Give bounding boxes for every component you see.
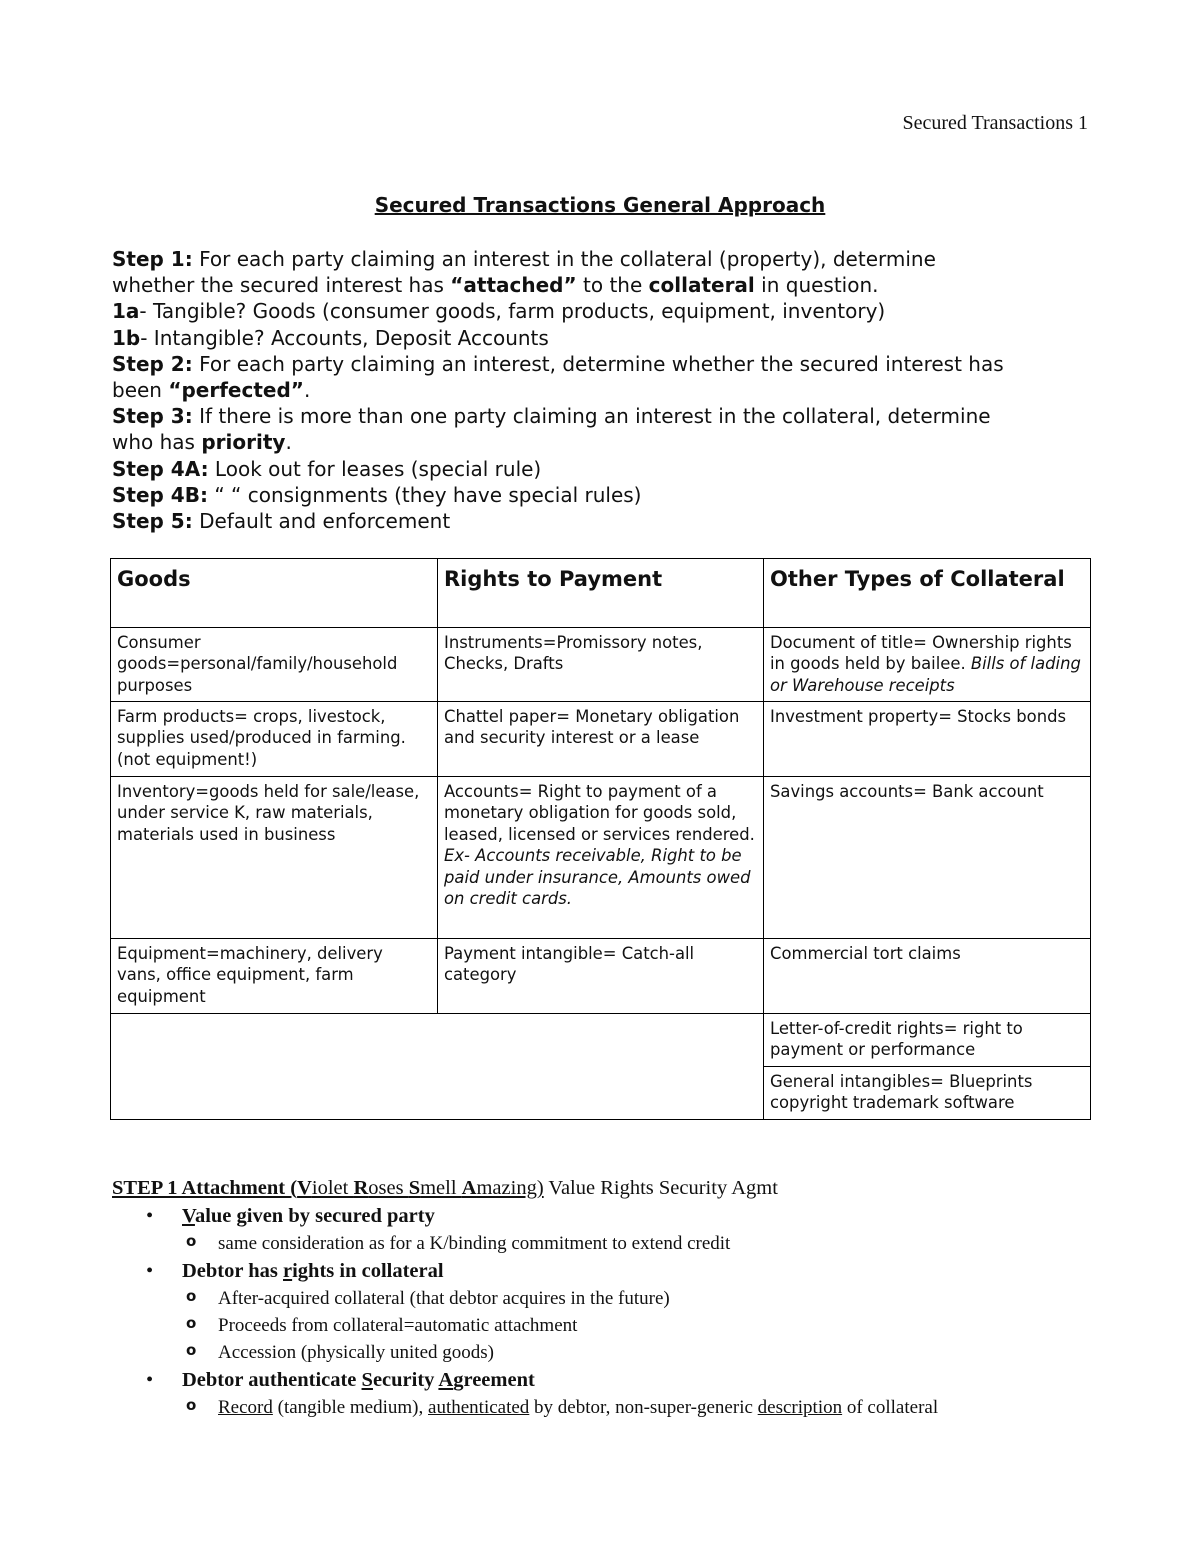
- mnemonic-text: iolet: [311, 1177, 354, 1199]
- header-goods: Goods: [111, 559, 438, 628]
- step-1-text: For each party claiming an interest in the collateral (property), determine: [192, 247, 936, 271]
- step-1-line-2: [112, 272, 1102, 298]
- table-cell: Equipment=machinery, delivery vans, office equipment, farm equipment: [111, 939, 438, 1014]
- table-cell: Savings accounts= Bank account: [764, 777, 1091, 939]
- item-text: Accession (physically united goods): [218, 1342, 494, 1363]
- heading-tail: Value Rights Security Agmt: [543, 1177, 778, 1199]
- table-cell: Instruments=Promissory notes, Checks, Drafts: [438, 628, 764, 702]
- heading-text: STEP 1 Attachment (: [112, 1177, 298, 1199]
- step-1a-text: - Tangible? Goods (consumer goods, farm products, equipment, inventory): [139, 299, 886, 324]
- step-1b: [112, 325, 1102, 351]
- item-text: Debtor has: [182, 1260, 283, 1282]
- item-text: of collateral: [842, 1397, 939, 1418]
- step-1b-text: - Intangible? Accounts, Deposit Accounts: [140, 325, 549, 350]
- sub-list-item: [112, 1312, 1112, 1339]
- collateral-keyword: collateral: [648, 273, 755, 298]
- underlined-letter: r: [283, 1260, 293, 1282]
- sub-list-item: [112, 1394, 1112, 1421]
- mnemonic-underlined: [297, 1177, 544, 1199]
- step-1-text: in question.: [754, 273, 879, 298]
- item-text: Proceeds from collateral=automatic attachment: [218, 1315, 578, 1336]
- step-5-text: Default and enforcement: [192, 509, 451, 534]
- step-4b-label: Step 4B:: [112, 482, 208, 507]
- underlined-word: description: [757, 1397, 843, 1418]
- step-3-text: .: [285, 430, 292, 455]
- table-cell: Farm products= crops, livestock, supplies used/produced in farming. (not equipment!): [111, 702, 438, 777]
- table-row: [111, 702, 1091, 777]
- step-1-line-1: [112, 246, 1102, 272]
- list-item: [112, 1202, 1112, 1230]
- table-cell: [438, 777, 764, 939]
- step-2-label: Step 2:: [112, 351, 193, 376]
- attachment-heading: [112, 1174, 1112, 1202]
- step-4a: [112, 456, 1102, 482]
- underlined-letter: S: [361, 1369, 373, 1391]
- item-text: same consideration as for a K/binding commitment to extend credit: [218, 1233, 731, 1254]
- table-cell: Consumer goods=personal/family/household purposes: [111, 628, 438, 702]
- step-2-line-2: [112, 377, 1102, 403]
- table-header-row: [111, 559, 1091, 628]
- cell-text: Accounts= Right to payment of a monetary obligation for goods sold, leased, licensed or services rendered.: [444, 782, 755, 844]
- header-rights-to-payment: Rights to Payment: [438, 559, 764, 628]
- step-5: [112, 508, 1102, 534]
- steps-list: [112, 246, 1102, 534]
- item-text: greement: [453, 1369, 535, 1391]
- step-1-text: to the: [576, 273, 649, 298]
- table-cell: [764, 628, 1091, 702]
- priority-keyword: priority: [201, 430, 286, 455]
- list-item: [112, 1366, 1112, 1394]
- step-2-text: .: [303, 378, 311, 403]
- attachment-section: [112, 1174, 1112, 1421]
- step-1a-label: 1a: [112, 299, 140, 324]
- table-cell: Commercial tort claims: [764, 939, 1091, 1014]
- underlined-letter: V: [182, 1205, 195, 1227]
- collateral-table: [110, 558, 1091, 1120]
- page-title: Secured Transactions General Approach: [374, 193, 826, 217]
- table-cell: Chattel paper= Monetary obligation and security interest or a lease: [438, 702, 764, 777]
- perfected-keyword: “perfected”: [168, 378, 304, 403]
- underlined-word: authenticated: [428, 1397, 530, 1418]
- item-text: Debtor authenticate: [182, 1369, 362, 1391]
- table-cell: General intangibles= Blueprints copyright trademark software: [764, 1067, 1091, 1120]
- table-row: [111, 777, 1091, 939]
- heading-underlined: [112, 1177, 297, 1199]
- step-2-line-1: [112, 351, 1102, 377]
- mnemonic-letter: V: [297, 1177, 312, 1199]
- table-cell: Investment property= Stocks bonds: [764, 702, 1091, 777]
- item-text: ights in collateral: [292, 1260, 444, 1282]
- step-2-text: For each party claiming an interest, determine whether the secured interest has: [192, 351, 1004, 376]
- step-4a-label: Step 4A:: [112, 456, 209, 481]
- step-3-text: who has: [112, 430, 202, 455]
- item-text: After-acquired collateral (that debtor acquires in the future): [218, 1288, 670, 1309]
- attached-keyword: “attached”: [450, 273, 577, 298]
- sub-list-item: [112, 1230, 1112, 1257]
- table-row: [111, 939, 1091, 1014]
- mnemonic-text: oses: [368, 1177, 409, 1199]
- list-item: [112, 1257, 1112, 1285]
- table-row: [111, 1014, 1091, 1067]
- step-4b-text: “ “ consignments (they have special rules): [207, 482, 642, 507]
- underlined-letter: A: [438, 1369, 454, 1391]
- mnemonic-letter: S: [408, 1177, 421, 1199]
- step-1a: [112, 298, 1102, 324]
- mnemonic-text: mazing): [476, 1177, 544, 1199]
- header-other-collateral: Other Types of Collateral: [764, 559, 1091, 628]
- attachment-requirements: [112, 1202, 1112, 1421]
- item-text: ecurity: [372, 1369, 439, 1391]
- sub-list-item: [112, 1339, 1112, 1366]
- table-cell: Payment intangible= Catch-all category: [438, 939, 764, 1014]
- step-5-label: Step 5:: [112, 509, 193, 534]
- cell-text: Document of title= Ownership rights in goods held by bailee.: [770, 633, 1072, 674]
- mnemonic-letter: R: [353, 1177, 369, 1199]
- mnemonic-letter: A: [461, 1177, 477, 1199]
- step-3-line-2: [112, 429, 1102, 455]
- cell-italic-text: Ex- Accounts receivable, Right to be paid under insurance, Amounts owed on credit cards.: [444, 846, 751, 909]
- empty-merged-cell: [111, 1014, 764, 1120]
- cell-italic-text: Bills of lading or Warehouse receipts: [770, 654, 1081, 695]
- step-3-line-1: [112, 403, 1102, 429]
- step-3-text: If there is more than one party claiming an interest in the collateral, determine: [192, 404, 991, 429]
- item-text: by debtor, non-super-generic: [529, 1397, 758, 1418]
- running-header: Secured Transactions 1: [902, 112, 1088, 134]
- step-4b: [112, 482, 1102, 508]
- step-3-label: Step 3:: [112, 404, 193, 429]
- step-2-text: been: [112, 378, 169, 403]
- item-text: alue given by secured party: [194, 1205, 435, 1227]
- underlined-word: Record: [218, 1397, 273, 1418]
- step-1b-label: 1b: [112, 325, 141, 350]
- step-4a-text: Look out for leases (special rule): [208, 456, 542, 481]
- step-1-label: Step 1:: [112, 247, 193, 271]
- mnemonic-text: mell: [420, 1177, 462, 1199]
- sub-list-item: [112, 1285, 1112, 1312]
- step-1-text: whether the secured interest has: [112, 273, 451, 298]
- table-cell: Letter-of-credit rights= right to payment or performance: [764, 1014, 1091, 1067]
- table-row: [111, 628, 1091, 702]
- item-text: (tangible medium),: [272, 1397, 429, 1418]
- table-cell: Inventory=goods held for sale/lease, under service K, raw materials, materials used in business: [111, 777, 438, 939]
